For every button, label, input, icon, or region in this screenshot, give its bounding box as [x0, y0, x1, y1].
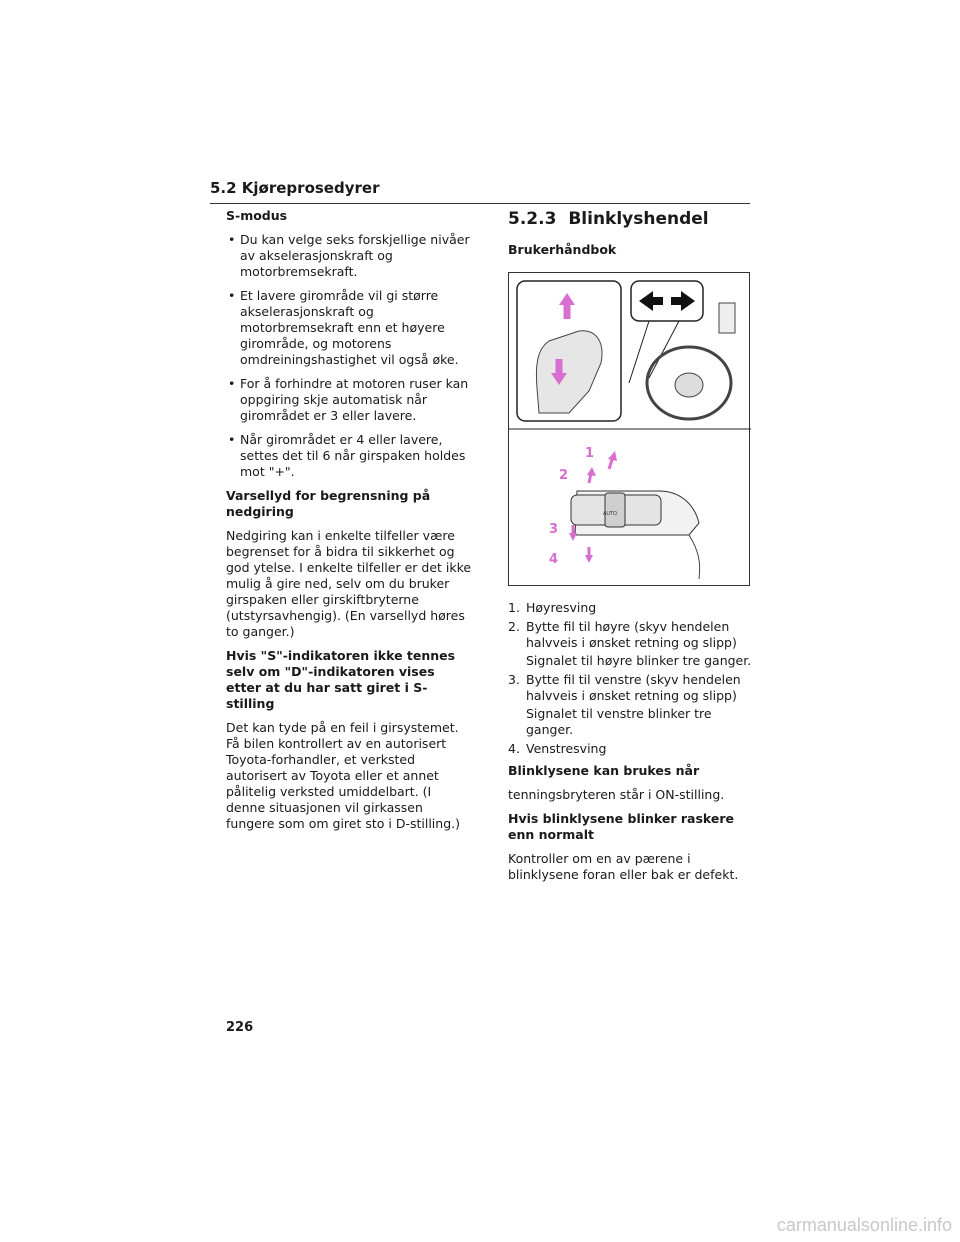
left-column — [226, 208, 472, 840]
arrow-1-head-icon — [608, 451, 617, 461]
lever-stalk — [689, 535, 700, 579]
arrow-4-head-icon — [585, 555, 593, 563]
lever-ring — [605, 493, 625, 527]
hvis-paragraph: Det kan tyde på en feil i girsystemet. Få bilen kontrollert av en autorisert Toyota-forhandler, et verksted autorisert av Toyota eller et annet pålitelig verksted umiddelbart. (I denne situasjonen vil girkassen fungere som om giret sto i D-stilling.) — [226, 720, 460, 831]
list-text: Bytte fil til venstre (skyv hendelen halvveis i ønsket retning og slipp) — [526, 672, 741, 703]
list-item: • Når girområdet er 4 eller lavere, settes det til 6 når girspaken holdes mot "+". — [226, 432, 472, 480]
label-4: 4 — [549, 552, 559, 567]
varsel-paragraph: Nedgiring kan i enkelte tilfeller være begrenset for å bidra til sikkerhet og god ytelse. I enkelte tilfeller er det ikke mulig å gire ned, selv om du bruker girspaken eller girskiftbryterne (utstyrsavhengig). (En varsellyd høres to ganger.) — [226, 528, 472, 639]
list-number: 4. — [508, 741, 520, 756]
list-item: • For å forhindre at motoren ruser kan oppgiring skje automatisk når girområdet er 3 eller lavere. — [226, 376, 472, 424]
smodus-list — [226, 232, 472, 480]
list-item — [508, 619, 752, 669]
list-item: • Et lavere girområde vil gi større akselerasjonskraft og motorbremsekraft enn et høyere girområde, og motorens omdreiningshastighet vil også øke. — [226, 288, 472, 368]
raskt-paragraph: Kontroller om en av pærene i blinklysene foran eller bak er defekt. — [508, 851, 739, 882]
list-item — [508, 741, 752, 757]
label-1: 1 — [585, 446, 595, 461]
arrow-3-head-icon — [569, 533, 577, 541]
list-number: 2. — [508, 619, 520, 634]
list-text: Høyresving — [526, 600, 597, 615]
list-text: Bytte fil til høyre (skyv hendelen halvveis i ønsket retning og slipp) — [526, 619, 737, 650]
page-number: 226 — [226, 1020, 254, 1035]
label-3: 3 — [549, 522, 559, 537]
bruk-paragraph: tenningsbryteren står i ON-stilling. — [508, 787, 725, 802]
list-subtext: Signalet til venstre blinker tre ganger. — [526, 706, 712, 737]
list-item — [508, 672, 752, 738]
list-number: 3. — [508, 672, 520, 687]
varsel-heading: Varsellyd for begrensning på nedgiring — [226, 488, 431, 519]
dash-display — [719, 303, 735, 333]
manual-subtitle: Brukerhåndbok — [508, 242, 617, 257]
section-heading — [508, 208, 752, 230]
list-item: • Du kan velge seks forskjellige nivåer av akselerasjonskraft og motorbremsekraft. — [226, 232, 472, 280]
turn-signal-lever-figure — [508, 272, 750, 586]
section-heading-title: Blinklyshendel — [568, 209, 709, 229]
right-column — [508, 208, 752, 891]
list-number: 1. — [508, 600, 520, 615]
auto-label: AUTO — [603, 511, 618, 517]
list-item — [508, 600, 752, 616]
section-number: 5.2.3 — [508, 209, 557, 229]
hvis-heading: Hvis "S"-indikatoren ikke tennes selv om "D"-indikatoren vises etter at du har satt giret i S-stilling — [226, 648, 456, 711]
wheel-hub — [675, 373, 703, 397]
label-2: 2 — [559, 468, 569, 483]
signal-list — [508, 600, 752, 757]
list-subtext: Signalet til høyre blinker tre ganger. — [526, 653, 752, 668]
bruk-heading: Blinklysene kan brukes når — [508, 763, 700, 778]
smodus-heading: S-modus — [226, 208, 288, 223]
raskt-heading: Hvis blinklysene blinker raskere enn normalt — [508, 811, 735, 842]
lever-illustration — [509, 273, 751, 587]
list-text: Venstresving — [526, 741, 607, 756]
section-title: 5.2 Kjøreprosedyrer — [210, 179, 380, 197]
footer-watermark: carmanualsonline.info — [776, 1215, 952, 1235]
section-header — [210, 178, 750, 204]
arrow-2-head-icon — [587, 467, 596, 476]
pointer-lines — [629, 321, 679, 383]
